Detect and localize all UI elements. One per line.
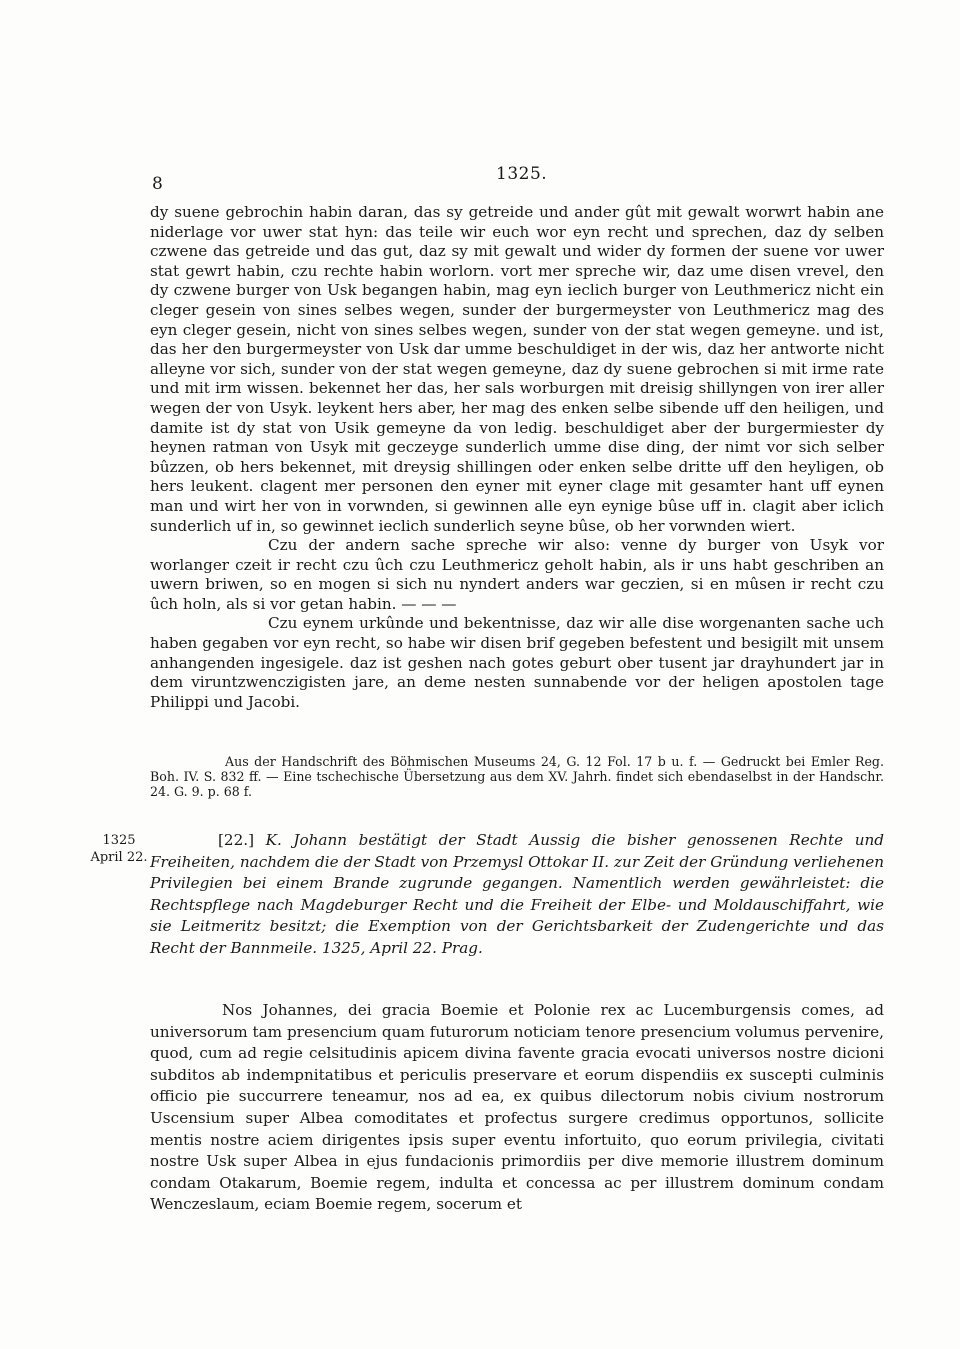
body-paragraph-1: dy suene gebrochin habin daran, das sy getreide und ander gût mit gewalt worwrt habin ane niderlage vor uwer stat hyn: das teile wir euch wor eyn recht und sprechen, daz dy selben czwene das getreide und das gut, daz sy mit gewalt und wider dy formen der suene vor uwer stat gewrt habin, czu rechte habin worlorn. vort mer spreche wir, daz ume disen vrevel, den dy czwene burger von Usk begangen habin, mag eyn ieclich burger von Leuthmericz nicht ein cleger gesein von sines selbes wegen, sunder der burgermeyster von Leuthmericz mag des eyn cleger gesein, nicht von sines selbes wegen, sunder von der stat wegen gemeyne. und ist, das her den burgermeyster von Usk dar umme beschuldiget in der wis, daz her antworte nicht alleyne vor sich, sunder von der stat wegen gemeyne, daz dy suene gebrochen si mit irme rate und mit irm wissen. bekennet her das, her sals worburgen mit dreisig shillyngen von irer aller wegen der von Usyk. leykent hers aber, her mag des enken selbe sibende uff den heiligen, und damite ist dy stat von Usik gemeyne da von ledig. beschuldiget aber der burgermiester dy heynen ratman von Usyk mit geczeyge sunderlich umme dise ding, der nimt vor sich selber bûzzen, ob hers bekennet, mit dreysig shillingen oder enken selbe dritte uff den heyligen, ob hers leukent. clagent mer personen den eyner mit eyner clage mit gesamter hant uff eynen man und wirt her von in vorwnden, si gewinnen alle eyn eynige bûse uff in. clagit aber iclich sunderlich uf in, so gewinnet ieclich sunderlich seyne bûse, ob her vorwnden wiert. bbox=[150, 203, 884, 535]
source-note bbox=[150, 754, 884, 800]
page-number: 8 bbox=[152, 174, 163, 194]
margin-day: April 22. bbox=[90, 850, 148, 865]
body-paragraph-2: Czu der andern sache spreche wir also: venne dy burger von Usyk vor worlanger czeit ir recht czu ûch czu Leuthmericz geholt habin, als ir uns habt geschriben an uwern briwen, so en mogen si sich nu nyndert anders war geczien, si en mûsen ir recht czu ûch holn, als si vor getan habin. — — — bbox=[150, 536, 884, 613]
source-note-text: Aus der Handschrift des Böhmischen Museums 24, G. 12 Fol. 17 b u. f. — Gedruckt bei Emler Reg. Boh. IV. S. 832 ff. — Eine tschechische Übersetzung aus dem XV. Jahrh. findet sich ebendaselbst in der Handschr. 24. G. 9. p. 68 f. bbox=[150, 754, 884, 800]
regest-text: K. Johann bestätigt der Stadt Aussig die bisher genossenen Rechte und Freiheiten, nachdem die der Stadt von Przemysl Ottokar II. zur Zeit der Gründung verliehenen Privilegien bei einem Brande zugrunde gegangen. Namentlich werden gewährleistet: die Rechtspflege nach Magdeburger Recht und die Freiheit der Elbe- und Moldauschiffahrt, wie sie Leitmeritz besitzt; die Exemption von der Gerichtsbarkeit der Zudengerichte und das Recht der Bannmeile. 1325, April 22. Prag. bbox=[150, 831, 885, 957]
document-number: [22.] bbox=[218, 831, 255, 849]
running-header-year: 1325. bbox=[496, 164, 548, 184]
document-regest bbox=[150, 830, 884, 959]
margin-year: 1325 bbox=[102, 833, 136, 848]
margin-date bbox=[84, 832, 154, 866]
latin-paragraph: Nos Johannes, dei gracia Boemie et Polonie rex ac Lucemburgensis comes, ad universorum tam presencium quam futurorum noticiam tenore presencium volumus pervenire, quod, cum ad regie celsitudinis apicem divina favente gracia evocati universos nostre dicioni subditos ab indempnitatibus et periculis preservare et eorum dispendiis ex suscepti culminis officio pie succurrere teneamur, nos ad ea, ex quibus dilectorum nobis civium nostrorum Uscensium super Albea comoditates et profectus surgere credimus opportunos, sollicite mentis nostre aciem dirigentes ipsis super eventu infortuito, quo eorum privilegia, civitati nostre Usk super Albea in ejus fundacionis primordiis per dive memorie illustrem dominum condam Otakarum, Boemie regem, indulta et concessa ac per illustrem dominum condam Wenczeslaum, eciam Boemie regem, socerum et bbox=[150, 1001, 884, 1214]
latin-charter-text bbox=[150, 1000, 884, 1216]
body-paragraph-3: Czu eynem urkûnde und bekentnisse, daz wir alle dise worgenanten sache uch haben gegaben vor eyn recht, so habe wir disen brif gegeben befestent und besigilt mit unsem anhangenden ingesigele. daz ist geshen nach gotes geburt ober tusent jar drayhundert jar in dem viruntzwenczigisten jare, an deme nesten sunnabende vor der heligen apostolen tage Philippi und Jacobi. bbox=[150, 614, 884, 711]
main-text bbox=[150, 203, 884, 712]
regest-paragraph bbox=[150, 830, 884, 959]
